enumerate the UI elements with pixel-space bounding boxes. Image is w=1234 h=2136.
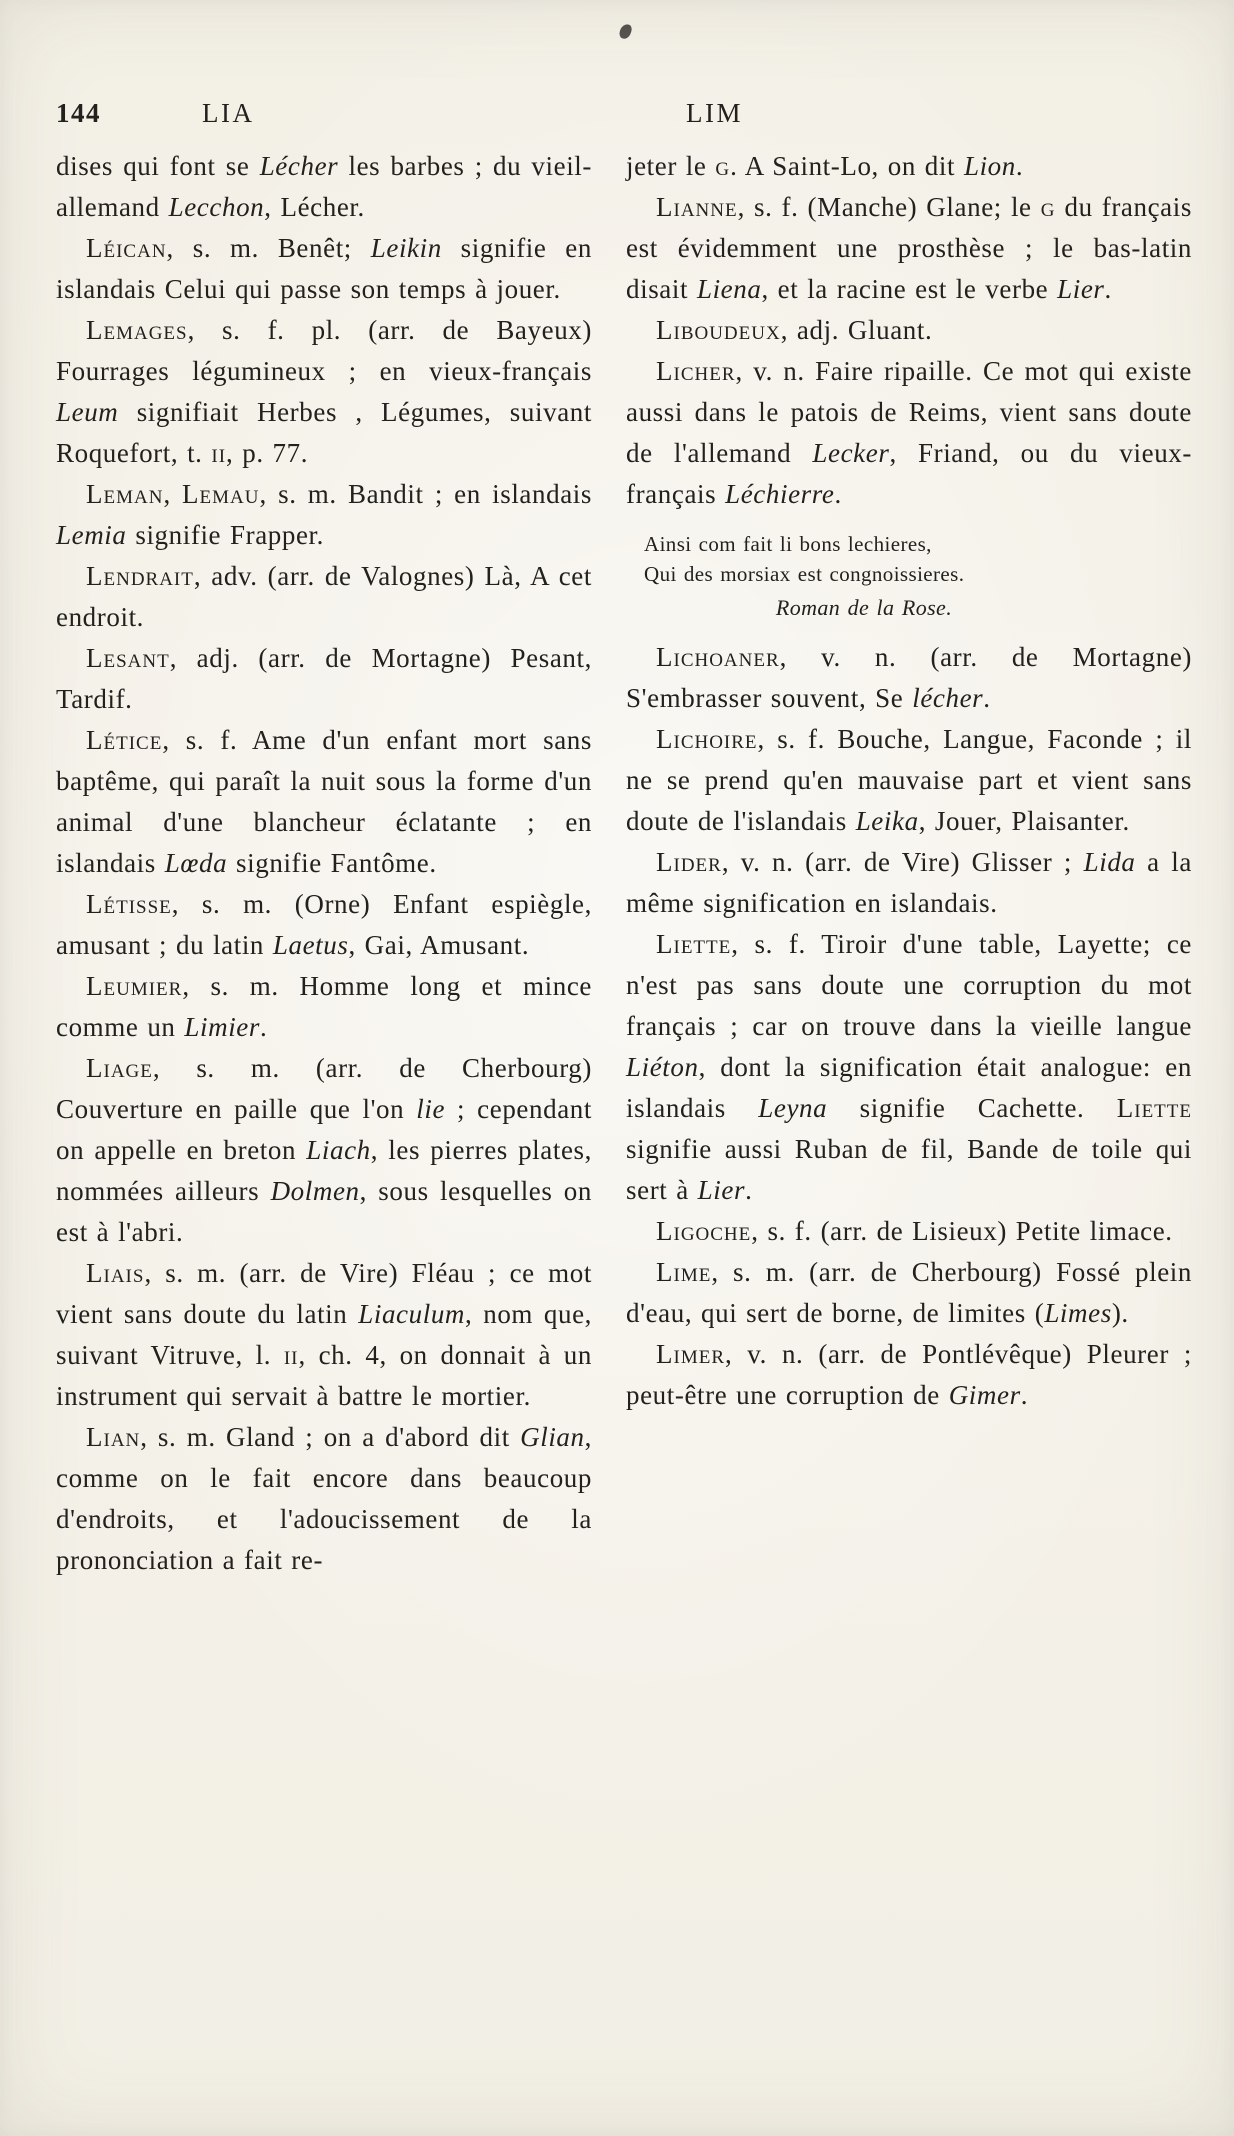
dictionary-entry: Liage, s. m. (arr. de Cherbourg) Couverture en paille que l'on lie ; cependant on appelle en breton Liach, les pierres plates, nommées ailleurs Dolmen, sous lesquelles on est à l'abri. <box>56 1053 592 1247</box>
dictionary-entry: Lider, v. n. (arr. de Vire) Glisser ; Lida a la même signification en islandais. <box>626 847 1192 918</box>
dictionary-entry: Lesant, adj. (arr. de Mortagne) Pesant, Tardif. <box>56 643 592 714</box>
text-columns <box>56 146 1192 1581</box>
dictionary-entry: Létice, s. f. Ame d'un enfant mort sans baptême, qui paraît la nuit sous la forme d'un animal d'une blancheur éclatante ; en islandais Lœda signifie Fantôme. <box>56 725 592 878</box>
continuation-paragraph: dises qui font se Lécher les barbes ; du vieil-allemand Lecchon, Lécher. <box>56 151 592 222</box>
left-column <box>56 146 592 1581</box>
dictionary-entry: Liais, s. m. (arr. de Vire) Fléau ; ce mot vient sans doute du latin Liaculum, nom que, suivant Vitruve, l. ii, ch. 4, on donnait à un instrument qui servait à battre le mortier. <box>56 1258 592 1411</box>
dictionary-entry: Limer, v. n. (arr. de Pontlévêque) Pleurer ; peut-être une corruption de Gimer. <box>626 1339 1192 1410</box>
dictionary-entry: Licher, v. n. Faire ripaille. Ce mot qui existe aussi dans le patois de Reims, vient sans doute de l'allemand Lecker, Friand, ou du vieux-français Léchierre. <box>626 356 1192 509</box>
guide-word-right: LIM <box>686 98 743 128</box>
ink-speck <box>618 23 633 41</box>
dictionary-entry: Liette, s. f. Tiroir d'une table, Layette; ce n'est pas sans doute une corruption du mot français ; car on trouve dans la vieille langue Liéton, dont la signification était analogue: en islandais Leyna signifie Cachette. Liette signifie aussi Ruban de fil, Bande de toile qui sert à Lier. <box>626 929 1192 1205</box>
verse-quote: Ainsi com fait li bons lechieres, Qui des morsiax est congnoissieres. <box>644 532 965 586</box>
dictionary-entry: Lianne, s. f. (Manche) Glane; le g du français est évidemment une prosthèse ; le bas-latin disait Liena, et la racine est le verbe Lier. <box>626 192 1192 304</box>
dictionary-entry: Leumier, s. m. Homme long et mince comme un Limier. <box>56 971 592 1042</box>
dictionary-entry: Ligoche, s. f. (arr. de Lisieux) Petite limace. <box>656 1216 1173 1246</box>
page-number: 144 <box>56 98 101 128</box>
dictionary-entry: Liboudeux, adj. Gluant. <box>656 315 933 345</box>
dictionary-entry: Létisse, s. m. (Orne) Enfant espiègle, amusant ; du latin Laetus, Gai, Amusant. <box>56 889 592 960</box>
dictionary-entry: Lichoaner, v. n. (arr. de Mortagne) S'embrasser souvent, Se lécher. <box>626 642 1192 713</box>
dictionary-entry: Lian, s. m. Gland ; on a d'abord dit Glian, comme on le fait encore dans beaucoup d'endroits, et l'adoucissement de la prononciation a fait re- <box>56 1422 592 1575</box>
dictionary-entry: Léican, s. m. Benêt; Leikin signifie en islandais Celui qui passe son temps à jouer. <box>56 233 592 304</box>
dictionary-entry: Lemages, s. f. pl. (arr. de Bayeux) Fourrages légumineux ; en vieux-français Leum signifiait Herbes , Légumes, suivant Roquefort, t. ii, p. 77. <box>56 315 592 468</box>
dictionary-entry: Lime, s. m. (arr. de Cherbourg) Fossé plein d'eau, qui sert de borne, de limites (Limes). <box>626 1257 1192 1328</box>
continuation-paragraph: jeter le g. A Saint-Lo, on dit Lion. <box>626 151 1024 181</box>
dictionary-entry: Lichoire, s. f. Bouche, Langue, Faconde ; il ne se prend qu'en mauvaise part et vient sans doute de l'islandais Leika, Jouer, Plaisanter. <box>626 724 1192 836</box>
page-header <box>56 98 1192 134</box>
right-column <box>626 146 1192 1581</box>
guide-word-left: LIA <box>202 98 255 128</box>
dictionary-entry: Lendrait, adv. (arr. de Valognes) Là, A cet endroit. <box>56 561 592 632</box>
quote-attribution: Roman de la Rose. <box>775 595 953 620</box>
dictionary-entry: Leman, Lemau, s. m. Bandit ; en islandais Lemia signifie Frapper. <box>56 479 592 550</box>
